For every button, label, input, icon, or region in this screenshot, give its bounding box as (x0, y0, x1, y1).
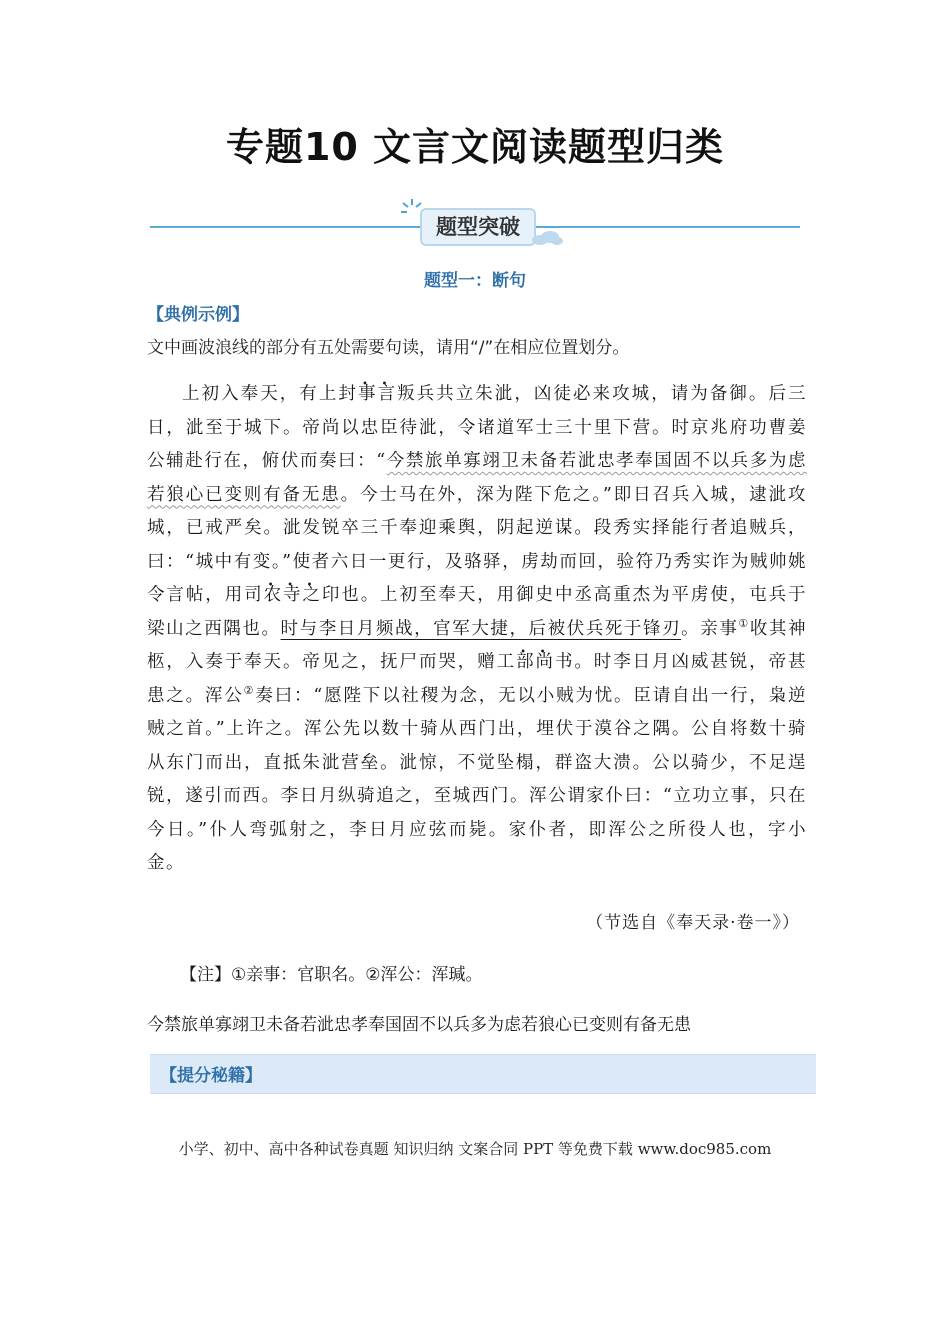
wavy-underlined-text: 今禁旅单寡翊卫未备若泚忠孝奉国固不以兵多为虑若狼心已变则有备无患 (147, 451, 807, 505)
page-title: 专题10 文言文阅读题型归类 (225, 125, 725, 169)
footnote-marker: ② (243, 683, 256, 697)
tips-bar (150, 1054, 816, 1094)
cloud-icon (530, 230, 564, 246)
passage-paragraph (147, 378, 807, 881)
emphasis-char: 部 (516, 652, 536, 672)
emphasis-char: 封 (338, 384, 358, 404)
section-banner (150, 196, 800, 256)
emphasis-char: 事 (357, 384, 378, 404)
classical-passage (147, 378, 807, 881)
underlined-sentence: 时与李日月频战，官军大捷，后被伏兵死于锋刃 (280, 618, 682, 639)
question-instruction: 文中画波浪线的部分有五处需要句读，请用“/”在相应位置划分。 (147, 338, 630, 358)
page-footer: 小学、初中、高中各种试卷真题 知识归纳 文案合同 PPT 等免费下载 www.doc985.com (178, 1140, 772, 1158)
emphasis-char: 农 (263, 585, 283, 605)
passage-text: 收其神柩，入奏于奉天。帝见之，抚尸而哭，赠 (147, 618, 808, 672)
passage-text: 言叛兵共立朱泚，凶徒必来攻城，请为备御。后三日，泚至于城下。帝尚以忠臣待泚，令诸道军士三十里下营。时京兆府功曹姜公辅赴行在，俯伏而奏曰：“ (147, 384, 808, 471)
tips-label: 【提分秘籍】 (160, 1066, 262, 1086)
passage-text: 尚书。时李日月凶威甚锐，帝甚患之。浑公 (147, 652, 808, 706)
banner-label: 题型突破 (420, 208, 536, 246)
emphasis-char: 寺 (283, 585, 303, 605)
passage-source: （节选自《奉天录·卷一》） (586, 913, 800, 933)
footnote: 【注】①亲事：官职名。②浑公：浑瑊。 (180, 965, 483, 985)
emphasis-char: 工 (496, 652, 517, 672)
example-heading: 【典例示例】 (147, 305, 249, 325)
footnote-marker: ① (738, 616, 750, 630)
passage-text: 。亲事 (681, 618, 739, 639)
passage-text: 之印也。上初至奉天，用御史中丞高重杰为平虏使，屯兵于梁山之西隅也。 (147, 585, 808, 639)
emphasis-char: 司 (244, 585, 264, 605)
section-type-heading: 题型一：断句 (424, 271, 526, 291)
passage-text: 。今士马在外，深为陛下危之。”即日召兵入城，逮泚攻城，已戒严矣。泚发锐卒三千奉迎乘舆，阴起逆谋。段秀实择能行者追贼兵，曰：“城中有变。”使者六日一更行，及骆驿，虏劫而回，验符乃秀实诈为贼帅姚令言帖，用 (147, 484, 807, 605)
passage-text: 上初入奉天，有上 (182, 384, 339, 404)
answer-text: 今禁旅单寡翊卫未备若泚忠孝奉国固不以兵多为虑若狼心已变则有备无患 (147, 1015, 691, 1035)
passage-text: 奏曰：“愿陛下以社稷为念，无以小贼为忧。臣请自出一行，枭逆贼之首。”上许之。浑公先以数十骑从西门出，埋伏于漠谷之隅。公自将数十骑从东门而出，直抵朱泚营垒。泚惊，不觉坠榻，群盗大溃。公以骑少，不足逞锐，遂引而西。李日月纵骑追之，至城西门。浑公谓家仆曰：“立功立事，只在今日。”仆人弯弧射之，李日月应弦而毙。家仆者，即浑公之所役人也，字小金。 (147, 685, 808, 873)
